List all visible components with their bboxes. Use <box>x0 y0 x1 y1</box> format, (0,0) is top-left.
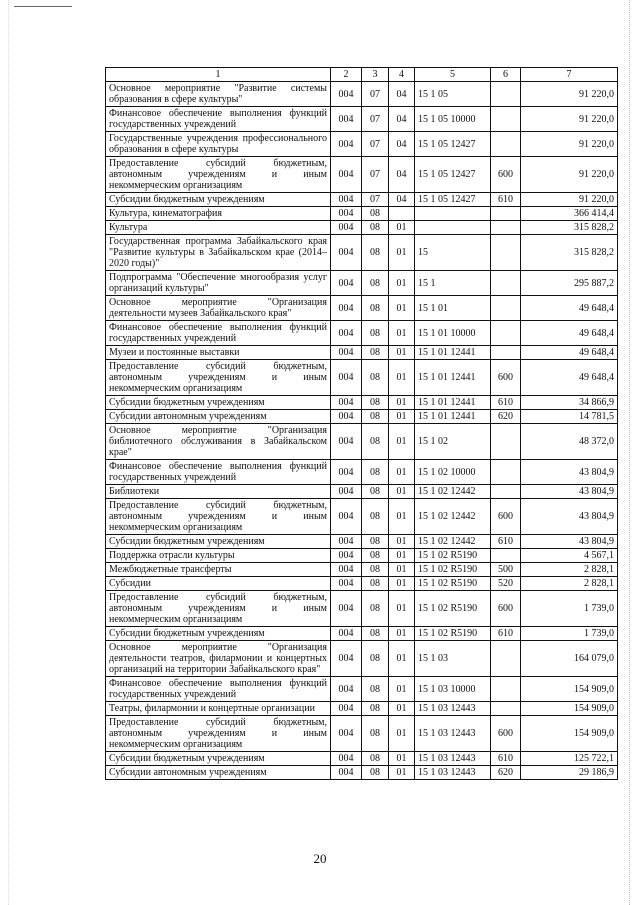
row-amount-cell: 366 414,4 <box>521 207 618 221</box>
row-col6-cell <box>491 677 521 702</box>
row-col5-cell: 15 1 02 12442 <box>415 535 491 549</box>
row-col2-cell: 004 <box>331 702 362 716</box>
row-col6-cell: 620 <box>491 766 521 780</box>
row-name-cell: Субсидии бюджетным учреждениям <box>106 396 331 410</box>
table-row <box>106 424 618 460</box>
row-name-cell: Межбюджетные трансферты <box>106 563 331 577</box>
row-amount-cell: 154 909,0 <box>521 677 618 702</box>
row-col6-cell <box>491 107 521 132</box>
row-col6-cell <box>491 207 521 221</box>
row-col6-cell: 610 <box>491 193 521 207</box>
row-col4-cell: 01 <box>389 577 415 591</box>
row-col4-cell: 01 <box>389 549 415 563</box>
row-col2-cell: 004 <box>331 157 362 193</box>
table-row <box>106 499 618 535</box>
row-col5-cell: 15 1 05 <box>415 82 491 107</box>
row-amount-cell: 154 909,0 <box>521 716 618 752</box>
row-col5-cell: 15 1 02 R5190 <box>415 577 491 591</box>
row-col6-cell <box>491 271 521 296</box>
row-col3-cell: 08 <box>362 460 389 485</box>
row-col4-cell: 01 <box>389 591 415 627</box>
row-col6-cell: 600 <box>491 157 521 193</box>
row-col4-cell: 04 <box>389 132 415 157</box>
row-col6-cell <box>491 296 521 321</box>
table-row <box>106 221 618 235</box>
row-col4-cell: 04 <box>389 193 415 207</box>
row-col2-cell: 004 <box>331 499 362 535</box>
row-col5-cell: 15 1 02 R5190 <box>415 549 491 563</box>
row-col4-cell: 01 <box>389 641 415 677</box>
table-row <box>106 702 618 716</box>
table-row <box>106 396 618 410</box>
table-row <box>106 271 618 296</box>
row-col3-cell: 08 <box>362 677 389 702</box>
row-amount-cell: 91 220,0 <box>521 132 618 157</box>
table-row <box>106 577 618 591</box>
table-row <box>106 235 618 271</box>
row-name-cell: Субсидии автономным учреждениям <box>106 766 331 780</box>
row-col6-cell <box>491 132 521 157</box>
row-col2-cell: 004 <box>331 82 362 107</box>
table-row <box>106 563 618 577</box>
row-col4-cell <box>389 207 415 221</box>
row-amount-cell: 34 866,9 <box>521 396 618 410</box>
row-amount-cell: 315 828,2 <box>521 235 618 271</box>
row-col2-cell: 004 <box>331 296 362 321</box>
row-amount-cell: 295 887,2 <box>521 271 618 296</box>
row-col5-cell: 15 1 03 10000 <box>415 677 491 702</box>
row-amount-cell: 2 828,1 <box>521 563 618 577</box>
row-col2-cell: 004 <box>331 221 362 235</box>
row-col2-cell: 004 <box>331 752 362 766</box>
scan-edge-left <box>8 0 9 905</box>
row-col3-cell: 08 <box>362 410 389 424</box>
row-col4-cell: 01 <box>389 716 415 752</box>
table-row <box>106 716 618 752</box>
table-row <box>106 410 618 424</box>
row-amount-cell: 29 186,9 <box>521 766 618 780</box>
row-col5-cell: 15 1 05 10000 <box>415 107 491 132</box>
row-name-cell: Основное мероприятие "Организация деятельности театров, филармонии и концертных организаций на территории Забайкальского края" <box>106 641 331 677</box>
row-col5-cell: 15 1 05 12427 <box>415 132 491 157</box>
row-col6-cell <box>491 235 521 271</box>
row-col2-cell: 004 <box>331 577 362 591</box>
row-amount-cell: 49 648,4 <box>521 360 618 396</box>
scan-edge-right <box>629 0 630 905</box>
row-col5-cell: 15 1 01 12441 <box>415 410 491 424</box>
row-amount-cell: 49 648,4 <box>521 321 618 346</box>
row-name-cell: Основное мероприятие "Развитие системы образования в сфере культуры" <box>106 82 331 107</box>
row-col2-cell: 004 <box>331 424 362 460</box>
row-col6-cell: 600 <box>491 360 521 396</box>
row-col5-cell: 15 1 05 12427 <box>415 157 491 193</box>
row-name-cell: Культура, кинематография <box>106 207 331 221</box>
budget-table <box>105 67 618 780</box>
row-col3-cell: 08 <box>362 577 389 591</box>
row-col3-cell: 08 <box>362 766 389 780</box>
row-col4-cell: 01 <box>389 702 415 716</box>
row-col5-cell: 15 1 02 R5190 <box>415 563 491 577</box>
row-col5-cell: 15 1 03 12443 <box>415 716 491 752</box>
row-col5-cell <box>415 221 491 235</box>
row-amount-cell: 43 804,9 <box>521 485 618 499</box>
column-header-4: 4 <box>389 68 415 82</box>
row-amount-cell: 4 567,1 <box>521 549 618 563</box>
row-col3-cell: 08 <box>362 235 389 271</box>
row-col5-cell: 15 1 02 <box>415 424 491 460</box>
row-col3-cell: 08 <box>362 591 389 627</box>
row-col2-cell: 004 <box>331 485 362 499</box>
table-header-row <box>106 68 618 82</box>
row-col3-cell: 08 <box>362 702 389 716</box>
row-name-cell: Субсидии бюджетным учреждениям <box>106 752 331 766</box>
row-col6-cell: 610 <box>491 627 521 641</box>
row-col4-cell: 01 <box>389 296 415 321</box>
row-col2-cell: 004 <box>331 396 362 410</box>
page-corner-mark <box>14 6 72 7</box>
row-col4-cell: 04 <box>389 82 415 107</box>
table-row <box>106 107 618 132</box>
row-name-cell: Финансовое обеспечение выполнения функций государственных учреждений <box>106 677 331 702</box>
row-col4-cell: 01 <box>389 235 415 271</box>
row-name-cell: Предоставление субсидий бюджетным, автономным учреждениям и иным некоммерческим организациям <box>106 360 331 396</box>
row-col3-cell: 07 <box>362 107 389 132</box>
row-col2-cell: 004 <box>331 360 362 396</box>
row-amount-cell: 1 739,0 <box>521 627 618 641</box>
row-col4-cell: 01 <box>389 766 415 780</box>
row-col6-cell <box>491 641 521 677</box>
row-col4-cell: 01 <box>389 424 415 460</box>
row-col2-cell: 004 <box>331 627 362 641</box>
row-name-cell: Предоставление субсидий бюджетным, автономным учреждениям и иным некоммерческим организациям <box>106 716 331 752</box>
row-name-cell: Государственная программа Забайкальского края "Развитие культуры в Забайкальском крае (2014–2020 годы)" <box>106 235 331 271</box>
row-col2-cell: 004 <box>331 107 362 132</box>
row-col6-cell: 610 <box>491 535 521 549</box>
row-amount-cell: 43 804,9 <box>521 535 618 549</box>
row-col6-cell: 600 <box>491 591 521 627</box>
table-row <box>106 346 618 360</box>
table-row <box>106 641 618 677</box>
column-header-1: 1 <box>106 68 331 82</box>
table-row <box>106 549 618 563</box>
row-col2-cell: 004 <box>331 193 362 207</box>
row-col2-cell: 004 <box>331 535 362 549</box>
row-col4-cell: 01 <box>389 396 415 410</box>
row-col3-cell: 08 <box>362 360 389 396</box>
row-col2-cell: 004 <box>331 591 362 627</box>
row-name-cell: Основное мероприятие "Организация деятельности музеев Забайкальского края" <box>106 296 331 321</box>
row-col2-cell: 004 <box>331 235 362 271</box>
row-col4-cell: 01 <box>389 221 415 235</box>
row-col5-cell: 15 1 01 <box>415 296 491 321</box>
row-col3-cell: 08 <box>362 296 389 321</box>
row-name-cell: Театры, филармонии и концертные организации <box>106 702 331 716</box>
row-col3-cell: 08 <box>362 752 389 766</box>
row-name-cell: Поддержка отрасли культуры <box>106 549 331 563</box>
table-row <box>106 132 618 157</box>
row-col5-cell <box>415 207 491 221</box>
row-col6-cell <box>491 221 521 235</box>
row-col5-cell: 15 1 01 12441 <box>415 396 491 410</box>
row-amount-cell: 154 909,0 <box>521 702 618 716</box>
row-col2-cell: 004 <box>331 321 362 346</box>
row-name-cell: Подпрограмма "Обеспечение многообразия услуг организаций культуры" <box>106 271 331 296</box>
table-row <box>106 321 618 346</box>
row-amount-cell: 43 804,9 <box>521 460 618 485</box>
row-col3-cell: 07 <box>362 132 389 157</box>
row-col4-cell: 01 <box>389 360 415 396</box>
table-body <box>106 82 618 780</box>
row-col5-cell: 15 1 05 12427 <box>415 193 491 207</box>
table-row <box>106 535 618 549</box>
row-amount-cell: 43 804,9 <box>521 499 618 535</box>
row-amount-cell: 125 722,1 <box>521 752 618 766</box>
table-row <box>106 766 618 780</box>
row-col5-cell: 15 1 03 12443 <box>415 766 491 780</box>
row-name-cell: Основное мероприятие "Организация библиотечного обслуживания в Забайкальском крае" <box>106 424 331 460</box>
row-col4-cell: 01 <box>389 271 415 296</box>
row-col6-cell <box>491 82 521 107</box>
row-amount-cell: 49 648,4 <box>521 296 618 321</box>
row-name-cell: Музеи и постоянные выставки <box>106 346 331 360</box>
row-name-cell: Предоставление субсидий бюджетным, автономным учреждениям и иным некоммерческим организациям <box>106 591 331 627</box>
row-col3-cell: 08 <box>362 396 389 410</box>
row-col2-cell: 004 <box>331 677 362 702</box>
row-name-cell: Финансовое обеспечение выполнения функций государственных учреждений <box>106 321 331 346</box>
row-amount-cell: 315 828,2 <box>521 221 618 235</box>
table-row <box>106 677 618 702</box>
row-col5-cell: 15 1 03 <box>415 641 491 677</box>
row-col4-cell: 01 <box>389 677 415 702</box>
row-col3-cell: 08 <box>362 627 389 641</box>
row-col3-cell: 08 <box>362 321 389 346</box>
row-col2-cell: 004 <box>331 641 362 677</box>
row-col3-cell: 07 <box>362 82 389 107</box>
table-row <box>106 460 618 485</box>
row-col5-cell: 15 1 02 R5190 <box>415 591 491 627</box>
row-col6-cell: 520 <box>491 577 521 591</box>
row-col3-cell: 07 <box>362 157 389 193</box>
row-col3-cell: 08 <box>362 641 389 677</box>
row-amount-cell: 164 079,0 <box>521 641 618 677</box>
row-col3-cell: 08 <box>362 499 389 535</box>
row-name-cell: Субсидии бюджетным учреждениям <box>106 535 331 549</box>
row-name-cell: Предоставление субсидий бюджетным, автономным учреждениям и иным некоммерческим организациям <box>106 499 331 535</box>
row-col6-cell <box>491 321 521 346</box>
column-header-6: 6 <box>491 68 521 82</box>
table-row <box>106 627 618 641</box>
row-col6-cell <box>491 460 521 485</box>
row-col6-cell: 600 <box>491 716 521 752</box>
row-col5-cell: 15 1 02 R5190 <box>415 627 491 641</box>
row-name-cell: Предоставление субсидий бюджетным, автономным учреждениям и иным некоммерческим организациям <box>106 157 331 193</box>
row-col2-cell: 004 <box>331 271 362 296</box>
row-col5-cell: 15 1 <box>415 271 491 296</box>
row-col2-cell: 004 <box>331 766 362 780</box>
row-col5-cell: 15 1 01 10000 <box>415 321 491 346</box>
table-row <box>106 485 618 499</box>
row-col6-cell <box>491 485 521 499</box>
row-col2-cell: 004 <box>331 346 362 360</box>
row-col4-cell: 01 <box>389 460 415 485</box>
row-col4-cell: 01 <box>389 627 415 641</box>
row-col5-cell: 15 1 03 12443 <box>415 752 491 766</box>
row-col4-cell: 01 <box>389 535 415 549</box>
row-amount-cell: 48 372,0 <box>521 424 618 460</box>
row-col5-cell: 15 1 01 12441 <box>415 346 491 360</box>
table-row <box>106 296 618 321</box>
row-col5-cell: 15 1 03 12443 <box>415 702 491 716</box>
row-col4-cell: 01 <box>389 410 415 424</box>
row-col4-cell: 01 <box>389 563 415 577</box>
row-col3-cell: 08 <box>362 271 389 296</box>
row-col2-cell: 004 <box>331 132 362 157</box>
row-col3-cell: 08 <box>362 346 389 360</box>
row-col6-cell: 600 <box>491 499 521 535</box>
row-col2-cell: 004 <box>331 563 362 577</box>
row-col3-cell: 08 <box>362 207 389 221</box>
row-amount-cell: 91 220,0 <box>521 82 618 107</box>
row-amount-cell: 91 220,0 <box>521 157 618 193</box>
row-col2-cell: 004 <box>331 716 362 752</box>
row-amount-cell: 1 739,0 <box>521 591 618 627</box>
table-row <box>106 360 618 396</box>
row-name-cell: Субсидии автономным учреждениям <box>106 410 331 424</box>
table-row <box>106 157 618 193</box>
row-col5-cell: 15 1 02 12442 <box>415 485 491 499</box>
row-name-cell: Субсидии <box>106 577 331 591</box>
table-row <box>106 207 618 221</box>
row-col5-cell: 15 1 01 12441 <box>415 360 491 396</box>
row-col6-cell: 620 <box>491 410 521 424</box>
row-amount-cell: 91 220,0 <box>521 193 618 207</box>
table-row <box>106 591 618 627</box>
row-col3-cell: 08 <box>362 549 389 563</box>
row-name-cell: Финансовое обеспечение выполнения функций государственных учреждений <box>106 107 331 132</box>
row-col3-cell: 08 <box>362 424 389 460</box>
row-col6-cell: 610 <box>491 752 521 766</box>
row-col3-cell: 08 <box>362 716 389 752</box>
page-number: 20 <box>313 851 327 866</box>
row-col6-cell: 500 <box>491 563 521 577</box>
row-name-cell: Финансовое обеспечение выполнения функций государственных учреждений <box>106 460 331 485</box>
row-amount-cell: 14 781,5 <box>521 410 618 424</box>
row-col2-cell: 004 <box>331 207 362 221</box>
row-col5-cell: 15 1 02 10000 <box>415 460 491 485</box>
row-name-cell: Государственные учреждения профессионального образования в сфере культуры <box>106 132 331 157</box>
row-col3-cell: 07 <box>362 193 389 207</box>
row-amount-cell: 49 648,4 <box>521 346 618 360</box>
row-name-cell: Субсидии бюджетным учреждениям <box>106 627 331 641</box>
row-amount-cell: 91 220,0 <box>521 107 618 132</box>
row-name-cell: Субсидии бюджетным учреждениям <box>106 193 331 207</box>
row-col6-cell <box>491 346 521 360</box>
column-header-5: 5 <box>415 68 491 82</box>
row-amount-cell: 2 828,1 <box>521 577 618 591</box>
row-col6-cell <box>491 424 521 460</box>
row-col4-cell: 01 <box>389 321 415 346</box>
row-col4-cell: 01 <box>389 485 415 499</box>
row-name-cell: Библиотеки <box>106 485 331 499</box>
row-col6-cell <box>491 702 521 716</box>
row-col4-cell: 04 <box>389 107 415 132</box>
row-col6-cell: 610 <box>491 396 521 410</box>
table-row <box>106 193 618 207</box>
row-col6-cell <box>491 549 521 563</box>
row-col2-cell: 004 <box>331 460 362 485</box>
row-col4-cell: 01 <box>389 499 415 535</box>
row-col4-cell: 04 <box>389 157 415 193</box>
column-header-2: 2 <box>331 68 362 82</box>
column-header-7: 7 <box>521 68 618 82</box>
row-col4-cell: 01 <box>389 346 415 360</box>
row-col3-cell: 08 <box>362 221 389 235</box>
row-col3-cell: 08 <box>362 485 389 499</box>
row-col2-cell: 004 <box>331 549 362 563</box>
row-col5-cell: 15 1 02 12442 <box>415 499 491 535</box>
row-col4-cell: 01 <box>389 752 415 766</box>
row-col2-cell: 004 <box>331 410 362 424</box>
row-name-cell: Культура <box>106 221 331 235</box>
column-header-3: 3 <box>362 68 389 82</box>
row-col5-cell: 15 <box>415 235 491 271</box>
row-col3-cell: 08 <box>362 563 389 577</box>
table-row <box>106 752 618 766</box>
row-col3-cell: 08 <box>362 535 389 549</box>
table-row <box>106 82 618 107</box>
